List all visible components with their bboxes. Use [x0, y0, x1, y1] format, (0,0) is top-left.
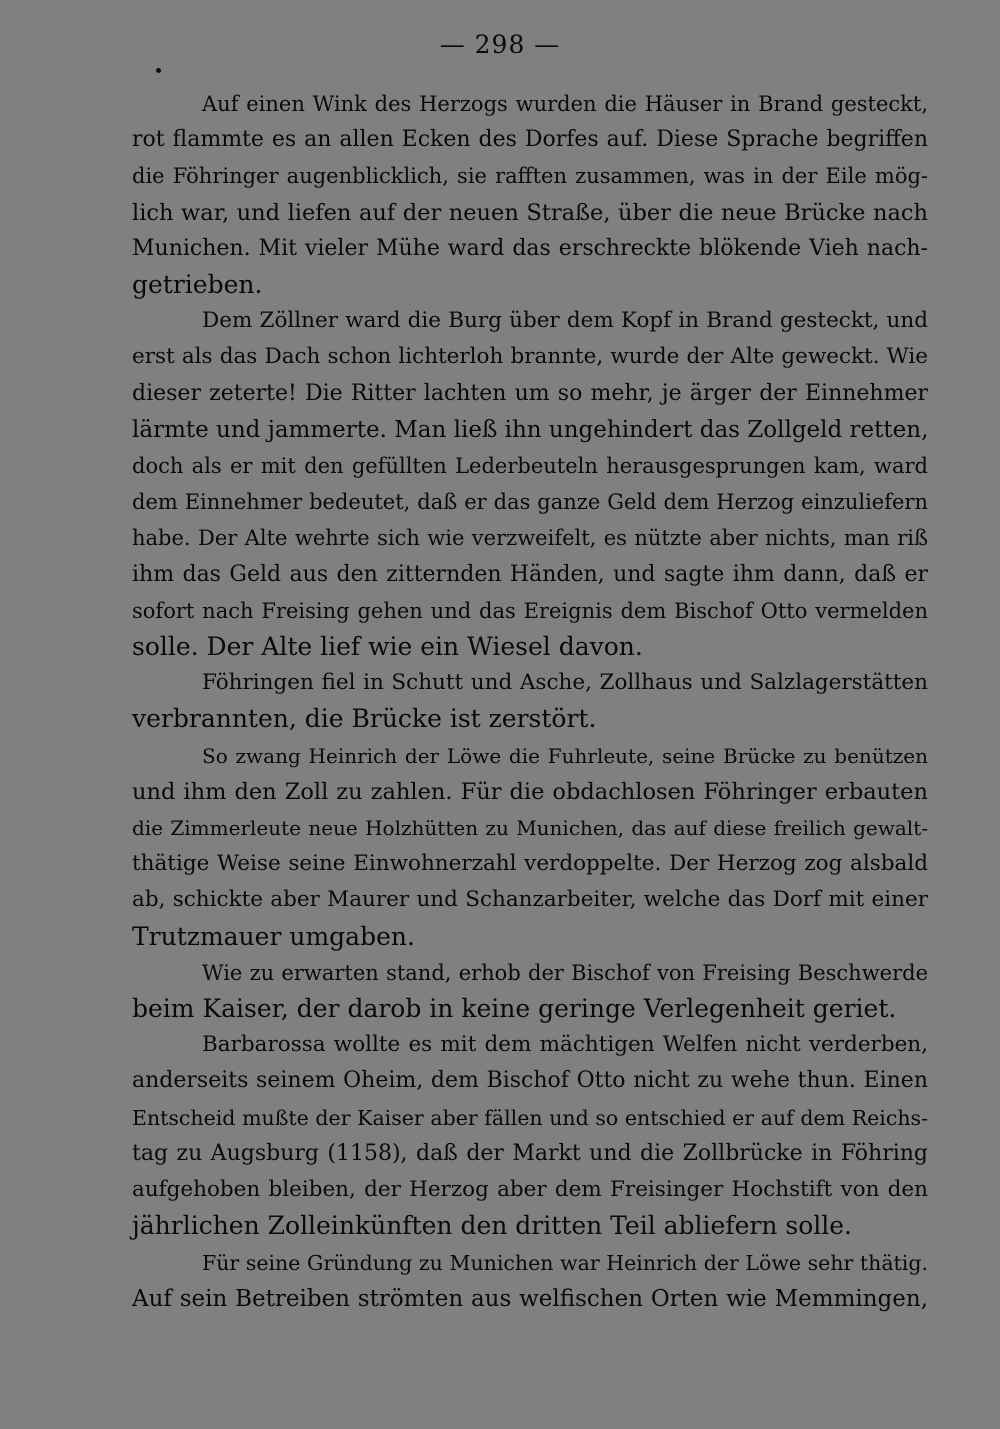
- text-line: lärmte und jammerte. Man ließ ihn ungehindert das Zollgeld retten,: [132, 416, 929, 443]
- paragraph: [132, 1245, 928, 1317]
- text-line: beim Kaiser, der darob in keine geringe Verlegenheit geriet.: [132, 994, 897, 1024]
- text-line: solle. Der Alte lief wie ein Wiesel davon.: [132, 632, 643, 662]
- text-line: Barbarossa wollte es mit dem mächtigen Welfen nicht verderben,: [202, 1032, 928, 1058]
- text-line: Auf sein Betreiben strömten aus welfischen Orten wie Memmingen,: [132, 1285, 928, 1312]
- text-line: Föhringen fiel in Schutt und Asche, Zollhaus und Salzlagerstätten: [202, 670, 928, 696]
- text-line: Trutzmauer umgaben.: [132, 921, 415, 951]
- text-line: und ihm den Zoll zu zahlen. Für die obdachlosen Föhringer erbauten: [132, 778, 928, 805]
- paragraph: [132, 303, 928, 665]
- text-line: Für seine Gründung zu Munichen war Heinrich der Löwe sehr thätig.: [202, 1250, 928, 1275]
- text-line: Dem Zöllner ward die Burg über dem Kopf in Brand gesteckt, und: [202, 308, 928, 334]
- text-line: tag zu Augsburg (1158), daß der Markt und die Zollbrücke in Föhring: [132, 1140, 928, 1166]
- text-line: erst als das Dach schon lichterloh brannte, wurde der Alte geweckt. Wie: [132, 344, 928, 370]
- text-line: ab, schickte aber Maurer und Schanzarbeiter, welche das Dorf mit einer: [132, 887, 928, 913]
- text-line: doch als er mit den gefüllten Lederbeuteln herausgesprungen kam, ward: [132, 454, 928, 479]
- text-line: thätige Weise seine Einwohnerzahl verdoppelte. Der Herzog zog alsbald: [132, 851, 928, 877]
- text-line: getrieben.: [132, 270, 263, 300]
- body-text: [132, 86, 928, 1317]
- paragraph: [132, 955, 928, 1027]
- paragraph: [132, 1027, 928, 1244]
- text-line: anderseits seinem Oheim, dem Bischof Otto nicht zu wehe thun. Einen: [132, 1068, 928, 1094]
- text-line: die Föhringer augenblicklich, sie rafften zusammen, was in der Eile mög-: [132, 164, 928, 189]
- text-line: Wie zu erwarten stand, erhob der Bischof von Freising Beschwerde: [202, 960, 928, 985]
- paragraph: [132, 738, 928, 955]
- text-line: Munichen. Mit vieler Mühe ward das erschreckte blökende Vieh nach-: [132, 235, 928, 261]
- text-line: lich war, und liefen auf der neuen Straße, über die neue Brücke nach: [132, 199, 928, 226]
- text-line: So zwang Heinrich der Löwe die Fuhrleute, seine Brücke zu benützen: [202, 743, 928, 768]
- text-line: dem Einnehmer bedeutet, daß er das ganze Geld dem Herzog einzuliefern: [132, 490, 928, 515]
- text-line: Entscheid mußte der Kaiser aber fällen und so entschied er auf dem Reichs-: [132, 1105, 928, 1130]
- text-line: jährlichen Zolleinkünften den dritten Teil abliefern solle.: [132, 1211, 852, 1241]
- text-line: verbrannten, die Brücke ist zerstört.: [132, 704, 597, 734]
- page-number: — 298 —: [439, 30, 561, 59]
- text-line: ihm das Geld aus den zitternden Händen, und sagte ihm dann, daß er: [132, 561, 928, 587]
- ink-speck: [156, 68, 161, 73]
- text-line: die Zimmerleute neue Holzhütten zu Munichen, das auf diese freilich gewalt-: [132, 816, 928, 841]
- text-line: habe. Der Alte wehrte sich wie verzweifelt, es nützte aber nichts, man riß: [132, 526, 928, 551]
- text-line: dieser zeterte! Die Ritter lachten um so mehr, je ärger der Einnehmer: [132, 380, 928, 406]
- text-line: rot flammte es an allen Ecken des Dorfes auf. Diese Sprache begriffen: [132, 127, 928, 153]
- paragraph: [132, 86, 928, 303]
- text-line: sofort nach Freising gehen und das Ereignis dem Bischof Otto vermelden: [132, 598, 928, 623]
- text-line: aufgehoben bleiben, der Herzog aber dem Freisinger Hochstift von den: [132, 1177, 928, 1203]
- paragraph: [132, 665, 928, 737]
- text-line: Auf einen Wink des Herzogs wurden die Häuser in Brand gesteckt,: [202, 92, 928, 116]
